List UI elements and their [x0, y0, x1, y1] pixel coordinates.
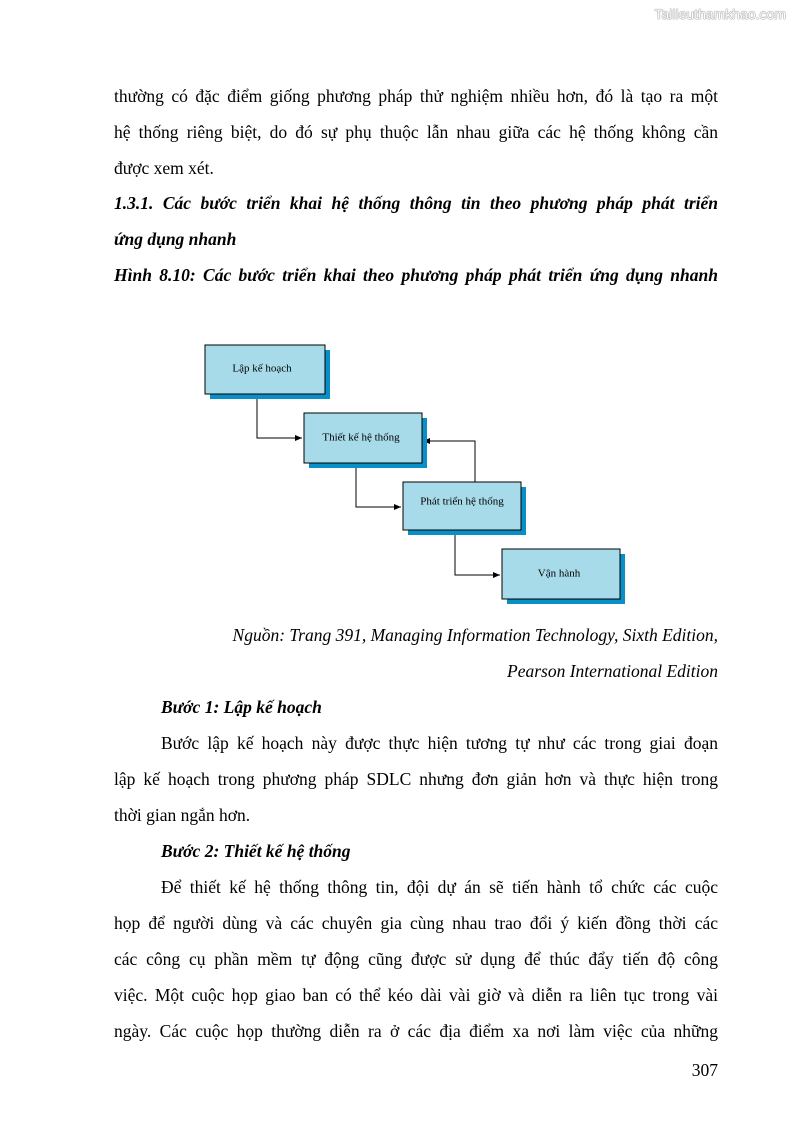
intro-line: thường có đặc điểm giống phương pháp thử nghiệm nhiều hơn, đó là tạo ra một	[114, 86, 718, 106]
figure-source-line: Nguồn: Trang 391, Managing Information Technology, Sixth Edition,	[232, 625, 718, 645]
step2-line: họp để người dùng và các chuyên gia cùng nhau trao đổi ý kiến đồng thời các	[114, 913, 718, 933]
box-label: Phát triển hệ thống	[420, 495, 504, 508]
intro-line: được xem xét.	[114, 158, 214, 178]
box-label: Thiết kế hệ thống	[322, 431, 400, 444]
section-heading-line: 1.3.1. Các bước triển khai hệ thống thông tin theo phương pháp phát triển	[114, 193, 718, 213]
step2-line: các công cụ phần mềm tự động cũng được sử dụng để thúc đẩy tiến độ công	[114, 949, 718, 969]
box-label: Vận hành	[537, 567, 581, 580]
intro-line: hệ thống riêng biệt, do đó sự phụ thuộc lẫn nhau giữa các hệ thống không cần	[114, 122, 718, 142]
step-box-operation	[502, 549, 625, 604]
step2-heading: Bước 2: Thiết kế hệ thống	[161, 841, 351, 861]
step2-section	[114, 833, 718, 1049]
figure-source	[114, 617, 718, 689]
step2-line: ngày. Các cuộc họp thường diễn ra ở các địa điểm xa nơi làm việc của những	[114, 1021, 718, 1041]
arrow-develop-to-operate	[455, 530, 500, 575]
step1-heading: Bước 1: Lập kế hoạch	[161, 697, 322, 717]
step-box-design	[304, 413, 427, 468]
page-number: 307	[691, 1060, 718, 1080]
section-heading-line: ứng dụng nhanh	[114, 229, 237, 249]
step1-section	[114, 689, 718, 833]
step2-line: việc. Một cuộc họp giao ban có thể kéo dài vài giờ và diễn ra liên tục trong vài	[114, 985, 718, 1005]
arrow-develop-back-to-design	[423, 441, 475, 482]
arrow-plan-to-design	[257, 394, 302, 438]
step1-line: Bước lập kế hoạch này được thực hiện tương tự như các trong giai đoạn	[161, 733, 718, 753]
figure-caption-text: Hình 8.10: Các bước triển khai theo phương pháp phát triển ứng dụng nhanh	[114, 265, 718, 285]
watermark: Tailieuthamkhao.com	[654, 6, 786, 22]
step-box-development	[403, 482, 526, 535]
step1-line: lập kế hoạch trong phương pháp SDLC nhưng đơn giản hơn và thực hiện trong	[114, 769, 718, 789]
box-label: Lập kế hoạch	[232, 362, 292, 375]
step2-line: Để thiết kế hệ thống thông tin, đội dự án sẽ tiến hành tổ chức các cuộc	[161, 877, 718, 897]
arrow-design-to-develop	[356, 463, 401, 507]
figure-source-line: Pearson International Edition	[507, 661, 718, 681]
step1-line: thời gian ngắn hơn.	[114, 805, 251, 825]
step-box-planning	[205, 345, 330, 399]
